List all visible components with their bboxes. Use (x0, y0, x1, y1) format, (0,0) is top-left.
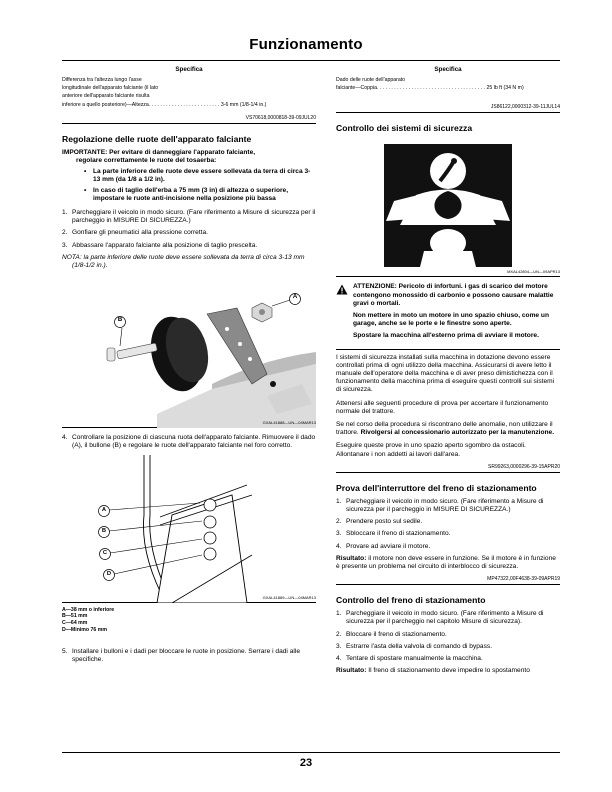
callout-b: B (101, 527, 107, 534)
paragraph-text: Se nel corso della procedura si riscontrano delle anomalie, non utilizzare il trattore. (336, 421, 553, 437)
steps-list (62, 209, 316, 250)
figure-caption: GXAL41888—UN—04MAR13 (262, 420, 316, 426)
step-text: Tentare di spostare manualmente la macchina. (346, 655, 483, 663)
legend-item: B—51 mm (62, 613, 88, 620)
paragraph (336, 421, 560, 437)
result-paragraph (336, 555, 560, 571)
warning-text (353, 283, 560, 344)
wheel-illustration (62, 284, 316, 428)
callout-a: A (292, 294, 298, 301)
spec-heading: Specifica (175, 66, 203, 73)
step-item (62, 229, 316, 237)
step-number: 3. (62, 241, 68, 249)
step-number: 1. (62, 209, 68, 217)
step-number: 1. (336, 497, 342, 505)
step-text: Estrarre l'asta della valvola di comando di bypass. (346, 642, 493, 650)
header-rule (62, 60, 560, 61)
result-label: Risultato: (336, 554, 367, 562)
step-number: 2. (336, 518, 342, 526)
step-item (336, 631, 560, 639)
result-label: Risultato: (336, 667, 367, 675)
step-text: Abbassare l'apparato falciante alla posizione di taglio prescelta. (72, 241, 258, 249)
hole-position-diagram (62, 455, 316, 603)
right-column (336, 66, 560, 681)
warning-block (336, 283, 560, 344)
important-bullets (84, 168, 316, 203)
important-note (62, 149, 316, 165)
step-item (62, 648, 316, 664)
spec-block (336, 76, 560, 92)
steps-list (62, 648, 316, 664)
exhaust-hazard-illustration (336, 139, 560, 277)
step-number: 4. (62, 434, 68, 442)
spec-line: longitudinale dell'apparato falciante (il lato (62, 85, 159, 92)
reference-code: SR99263,0000296-39-15APR20 (336, 464, 560, 473)
section-title-safety-systems: Controllo dei sistemi di sicurezza (336, 123, 473, 134)
figure-caption: GXAL41889—UN—04MAR13 (262, 594, 316, 600)
warning-line: ATTENZIONE: Pericolo di infortuni. i gas di scarico del motore contengono monossido di carbonio e possono causare malattie gravi o mortali. (353, 283, 554, 307)
section-title-parking-brake-switch: Prova dell'interruttore del freno di stazionamento (336, 482, 537, 493)
step-number: 3. (336, 530, 342, 538)
page-title: Funzionamento (249, 36, 363, 53)
legend-item: A—38 mm o inferiore (62, 606, 115, 613)
step-item (336, 518, 560, 526)
paragraph-emphasis: Rivolgersi al concessionario autorizzato per la manutenzione. (360, 429, 555, 437)
step-item (62, 242, 316, 250)
step-item (62, 209, 316, 225)
step-text: Installare i bulloni e i dadi per bloccare le ruote in posizione. Serrare i dadi alle specifiche. (72, 647, 300, 664)
warning-line: Non mettere in moto un motore in uno spazio chiuso, come un garage, anche se le porte e le finestre sono aperte. (353, 312, 549, 328)
figure-legend (62, 607, 316, 634)
step-item (336, 655, 560, 663)
step-text: Controllare la posizione di ciascuna ruota dell'apparato falciante. Rimuovere il dado (A), il bullone (B) e regolare le ruote dell'apparato falciante nel foro corretto. (72, 434, 316, 450)
steps-list (336, 498, 560, 551)
step-number: 4. (336, 655, 342, 663)
warning-triangle-icon (336, 284, 348, 295)
section-title-wheel-adjust: Regolazione delle ruote dell'apparato falciante (62, 133, 252, 144)
section-title-parking-brake-check: Controllo del freno di stazionamento (336, 595, 486, 606)
callout-a: A (101, 506, 107, 513)
steps-list (336, 610, 560, 663)
hazard-drawing (336, 139, 560, 277)
steps-list (62, 434, 316, 450)
wheel-drawing (62, 284, 316, 428)
step-item (336, 610, 560, 626)
paragraph: Eseguire queste prove in uno spazio aperto sgombro da ostacoli. Allontanare i non addetti ai lavori dall'area. (336, 442, 526, 458)
step-number: 4. (336, 542, 342, 550)
spec-line: anteriore dell'apparato falciante risulta (62, 93, 150, 100)
legend-item: C—64 mm (62, 620, 88, 627)
page-number: 23 (299, 757, 313, 769)
step-text: Bloccare il freno di stazionamento. (346, 630, 447, 638)
step-item (336, 643, 560, 651)
bullet-item: • La parte inferiore delle ruote deve essere sollevata da terra di circa 3-13 mm (da 1/8 a 1/2 in). (84, 168, 316, 184)
step-text: Provare ad avviare il motore. (346, 542, 431, 550)
step-number: 5. (62, 647, 68, 655)
paragraph: I sistemi di sicurezza installati sulla macchina in dotazione devono essere controllati prima di ogni utilizzo della macchina. Assicurarsi di avere letto il manuale dell'operatore della macchina e di aver preso dimistichezza con il funzionamento della macchina prima di eseguire questi controlli sui sistemi di sicurezza. (336, 349, 560, 395)
left-column (62, 66, 316, 668)
callout-c: C (102, 549, 108, 556)
spec-line: Dado delle ruote dell'apparato (336, 77, 406, 83)
important-line: regolare correttamente le ruote del tosaerba: (76, 157, 217, 165)
step-text: Gonfiare gli pneumatici alla pressione corretta. (72, 229, 208, 237)
footer-rule (62, 752, 560, 753)
spec-heading: Specifica (434, 66, 462, 73)
spec-line: Differenza tra l'altezza lungo l'asse (62, 77, 142, 83)
result-paragraph (336, 667, 560, 675)
step-text: Prendere posto sul sedile. (346, 518, 423, 526)
step-number: 2. (62, 229, 68, 237)
spec-line: falciante—Coppia. . . . . . . . . . . . . . . . . . . . . . . . . . . . . . . . . . . . . . 25 lb ft (34 N m) (336, 85, 524, 92)
spec-block (62, 76, 316, 109)
paragraph: Attenersi alle seguenti procedure di prova per accertare il funzionamento normale del trattore. (336, 399, 549, 415)
callout-d: D (106, 570, 112, 577)
step-item (336, 543, 560, 551)
step-item (62, 434, 316, 450)
step-text: Parcheggiare il veicolo in modo sicuro. (Fare riferimento a Misure di sicurezza per il parcheggio in MISURE DI SICUREZZA.) (346, 497, 544, 514)
legend-item: D—Minimo 76 mm (62, 627, 107, 634)
bullet-item: • In caso di taglio dell'erba a 75 mm (3 in) di altezza o superiore, impostare le ruote anti-incisione nella posizione più bassa (84, 187, 316, 203)
step-text: Sbloccare il freno di stazionamento. (346, 530, 451, 538)
spec-line: inferiore a quello posteriore)—Altezza. . . . . . . . . . . . . . . . . . . . . . . . . 3-6 mm (1/8-1/4 in.) (62, 101, 267, 108)
step-number: 1. (336, 610, 342, 618)
warning-line: Spostare la macchina all'esterno prima di avviare il motore. (353, 332, 539, 340)
step-number: 3. (336, 642, 342, 650)
reference-code: MP47322,00F4638-39-09APR19 (336, 576, 560, 585)
result-text: Il freno di stazionamento deve impedire lo spostamento (366, 667, 530, 675)
step-number: 2. (336, 630, 342, 638)
reference-code: JS86122,0000312-39-11JUL14 (336, 104, 560, 113)
note-text: NOTA: la parte inferiore delle ruote deve essere sollevata da terra di circa 3-13 mm (1/8-1/2 in.). (62, 253, 305, 270)
step-text: Parcheggiare il veicolo in modo sicuro. (Fare riferimento a Misure di sicurezza per il parcheggio nel capitolo Misure di sicurezza). (346, 610, 544, 626)
callout-b: B (117, 317, 123, 324)
result-text: il motore non deve essere in funzione. Se il motore è in funzione è presente un problema nel circuito di interblocco di sicurezza. (336, 554, 556, 571)
figure-caption: MXAL42804—UN—09APR13 (507, 269, 560, 275)
reference-code: VS70618,0000818-39-09JUL20 (62, 115, 316, 124)
important-line: IMPORTANTE: Per evitare di danneggiare l'apparato falciante, (62, 148, 256, 156)
step-text: Parcheggiare il veicolo in modo sicuro. (Fare riferimento a Misure di sicurezza per il parcheggio in MISURE DI SICUREZZA.) (72, 209, 316, 225)
step-item (336, 498, 560, 514)
step-item (336, 530, 560, 538)
